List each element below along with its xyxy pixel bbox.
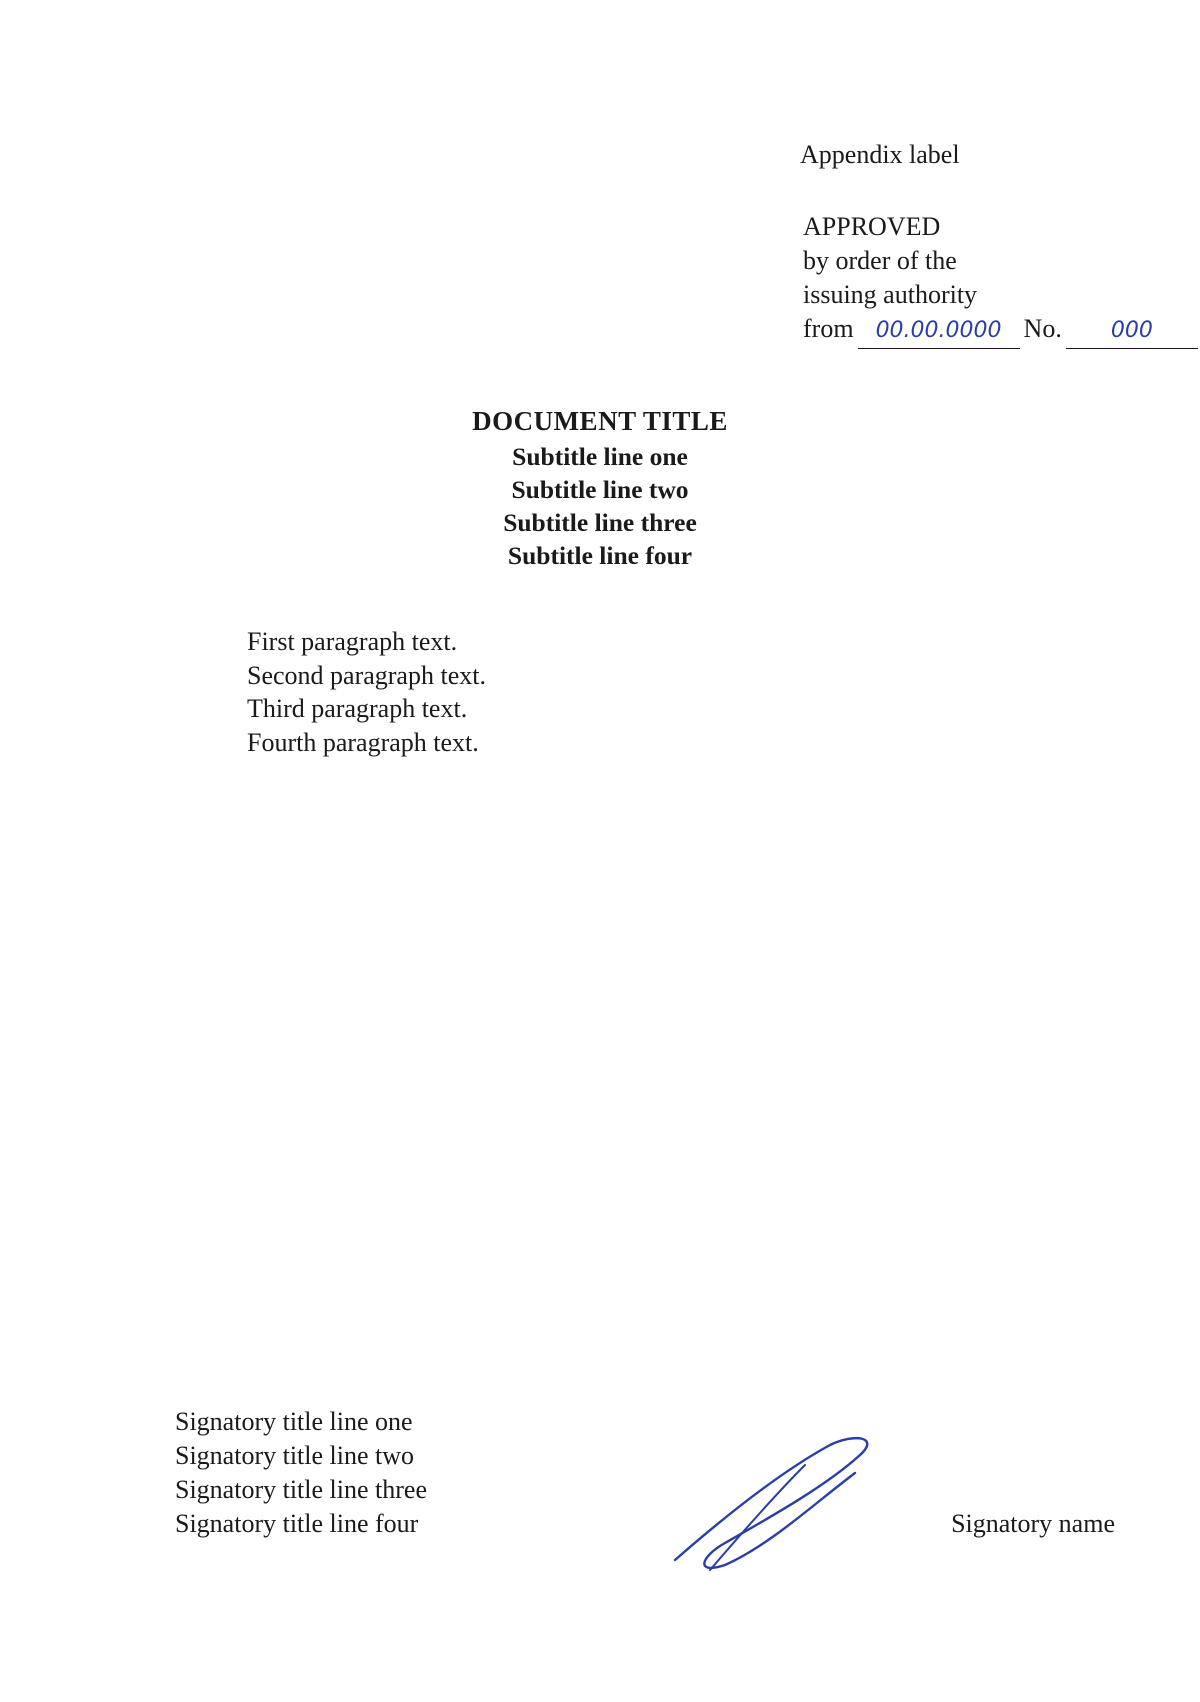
document-title: DOCUMENT TITLE (472, 406, 728, 436)
order-number-sign: No. (1023, 314, 1062, 343)
body-paragraph: Fourth paragraph text. (247, 727, 479, 757)
subtitle-line: Subtitle line two (511, 475, 689, 504)
body-paragraph: First paragraph text. (247, 627, 458, 656)
order-date-handwritten: 00.00.0000 (858, 314, 1020, 349)
signature-block (175, 1405, 1115, 1545)
order-prefix: from (803, 314, 854, 343)
subtitle-line: Subtitle line three (503, 508, 697, 537)
signatory-position-line: Signatory title line one (175, 1407, 413, 1436)
signatory-position-line: Signatory title line three (175, 1475, 427, 1504)
order-number-handwritten: 000 (1066, 314, 1198, 349)
document-title-block (150, 404, 1050, 572)
handwritten-signature (655, 1425, 895, 1585)
subtitle-line: Subtitle line four (507, 541, 693, 570)
subtitle-line: Subtitle line one (512, 442, 688, 471)
approved-by-line-1: by order of the (803, 246, 957, 275)
document-body (175, 625, 1115, 759)
signatory-position-line: Signatory title line four (175, 1509, 419, 1538)
order-reference (803, 312, 1200, 349)
signatory-name: Signatory name (951, 1509, 1115, 1538)
approved-by-line-2: issuing authority (803, 280, 978, 309)
body-paragraph: Third paragraph text. (247, 694, 468, 724)
body-paragraph: Second paragraph text. (247, 660, 486, 690)
document-subtitle (150, 440, 1050, 572)
appendix-label: Appendix label (800, 140, 960, 169)
signatory-position-line: Signatory title line two (175, 1441, 415, 1470)
approved-title: APPROVED (803, 212, 941, 241)
approval-stamp-block (803, 210, 1200, 349)
